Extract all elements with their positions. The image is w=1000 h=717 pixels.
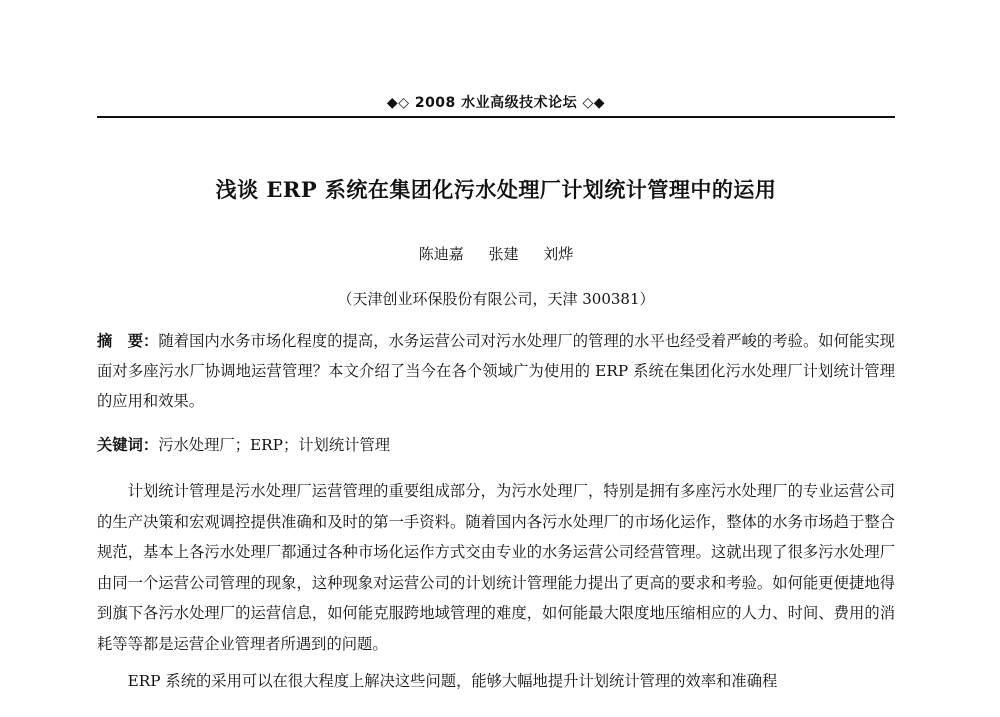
running-header: ◆◇ 2008 水业高级技术论坛 ◇◆ <box>386 95 606 111</box>
keywords-label: 关键词： <box>97 436 159 454</box>
body-paragraph: 计划统计管理是污水处理厂运营管理的重要组成部分，为污水处理厂，特别是拥有多座污水处理厂的专业运营公司的生产决策和宏观调控提供准确和及时的第一手资料。随着国内各污水处理厂的市场化运作，整体的水务市场趋于整合规范，基本上各污水处理厂都通过各种市场化运作方式交由专业的水务运营公司经营管理。这就出现了很多污水处理厂由同一个运营公司管理的现象，这种现象对运营公司的计划统计管理能力提出了更高的要求和考验。如何能更便捷地得到旗下各污水处理厂的运营信息，如何能克服跨地域管理的难度，如何能最大限度地压缩相应的人力、时间、费用的消耗等等都是运营企业管理者所遇到的问题。 <box>97 482 895 653</box>
abstract <box>97 326 895 416</box>
body-text <box>97 476 895 702</box>
keywords-text: 污水处理厂；ERP；计划统计管理 <box>158 436 391 454</box>
author-list <box>97 243 895 264</box>
paper-title: 浅谈 ERP 系统在集团化污水处理厂计划统计管理中的运用 <box>215 177 777 202</box>
abstract-text: 随着国内水务市场化程度的提高，水务运营公司对污水处理厂的管理的水平也经受着严峻的考验。如何能实现面对多座污水厂协调地运营管理？本文介绍了当今在各个领域广为使用的 ERP 系统在集团化污水处理厂计划统计管理的应用和效果。 <box>97 332 895 410</box>
body-paragraph: ERP 系统的采用可以在很大程度上解决这些问题，能够大幅地提升计划统计管理的效率和准确程 <box>127 671 778 690</box>
author-name: 陈迪嘉 <box>418 245 464 263</box>
author-name: 张建 <box>488 245 519 263</box>
author-name: 刘烨 <box>543 245 574 263</box>
abstract-label: 摘 要： <box>97 332 159 350</box>
affiliation: （天津创业环保股份有限公司，天津 300381） <box>337 290 655 308</box>
header-rule <box>97 116 895 118</box>
keywords <box>97 430 895 460</box>
